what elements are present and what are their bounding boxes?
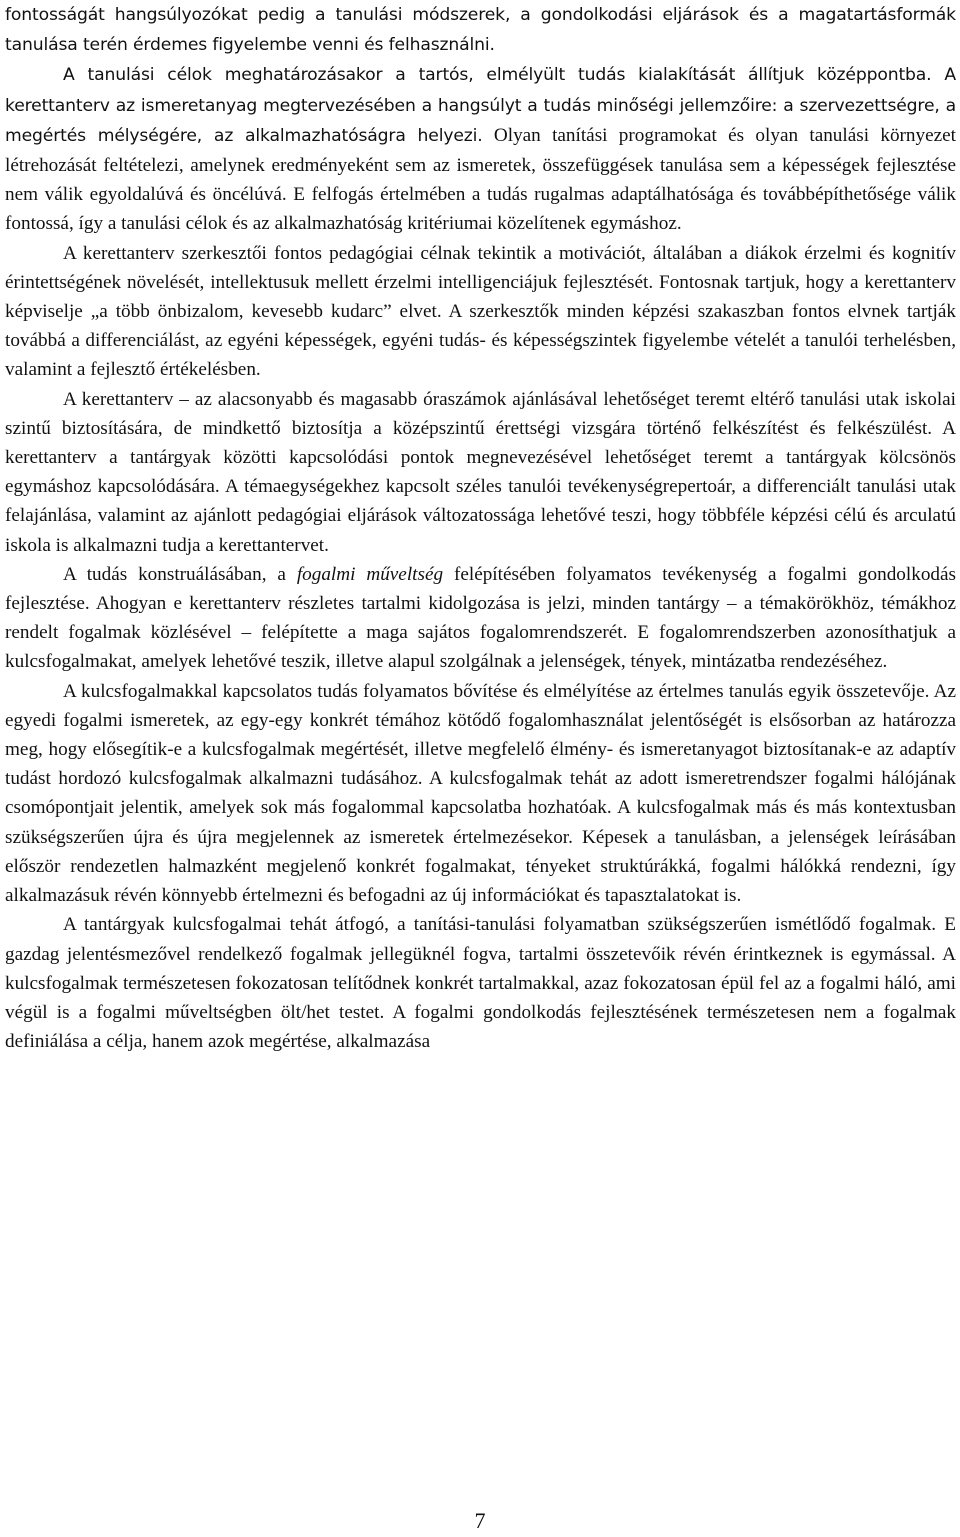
paragraph-text: A kerettanterv szerkesztői fontos pedagógiai célnak tekintik a motivációt, általában a diákok érzelmi és kognitív érintettségének növelését, intellektusuk mellett érzelmi intelligenciájuk fejlesztését. Fontosnak tartjuk, hogy a kerettanterv képviselje „a több önbizalom, kevesebb kudarc” elvet. A szerkesztők minden képzési szakaszban fontos elvnek tartják továbbá a differenciálást, az egyéni képességek, egyéni tudás- és képességszintek figyelembe vételét a tanulói terhelésben, valamint a fejlesztő értékelésben. xyxy=(5,242,956,381)
paragraph-6 xyxy=(5,677,956,911)
paragraph-text: A tanulási célok meghatározásakor a tartós, elmélyült tudás kialakítását állítjuk középpontba. A kerettanterv az ismeretanyag megtervezésében a hangsúlyt a tudás minőségi jellemzőire: a szervezettségre, a megértés mélységére, az alkalmazhatóságra helyezi. xyxy=(5,65,956,146)
paragraph-text: felépítésében folyamatos tevékenység a fogalmi gondolkodás fejlesztése. Ahogyan e kerettanterv részletes tartalmi kidolgozása is jelzi, minden tantárgy – a témakörökhöz, témákhoz rendelt fogalmak közlésével – felépítette a maga sajátos fogalomrendszerét. E fogalomrendszerben azonosíthatjuk a kulcsfogalmakat, amelyek lehetővé teszik, illetve alapul szolgálnak a jelenségek, tények, mintázatba rendezéséhez. xyxy=(5,563,956,673)
paragraph-text: A tudás konstruálásában, a xyxy=(63,563,297,585)
paragraph-text: A kulcsfogalmakkal kapcsolatos tudás folyamatos bővítése és elmélyítése az értelmes tanulás egyik összetevője. Az egyedi fogalmi ismeretek, az egy-egy konkrét témához kötődő fogalomhasználat jelentőségét is elsősorban az határozza meg, hogy elősegítik-e a kulcsfogalmak megértését, illetve megfelelő élmény- és ismeretanyagot biztosítanak-e az adaptív tudást hordozó kulcsfogalmak alkalmazni tudásához. A kulcsfogalmak tehát az adott ismeretrendszer fogalmi hálójának csomópontjait jelentik, amelyek sok más fogalommal kapcsolatba hozhatóak. A kulcsfogalmak más és más kontextusban szükségszerűen újra és újra megjelennek az ismeretek értelmezésekor. Képesek a tanulásban, a jelenségek leírásában először rendezetlen halmazként megjelenő konkrét fogalmakat, tényeket struktúrákká, fogalmi hálókká rendezni, így alkalmazásuk révén könnyebb értelmezni és befogadni az új információkat és tapasztalatokat is. xyxy=(5,680,956,907)
paragraph-5 xyxy=(5,560,956,677)
emphasized-term: fogalmi műveltség xyxy=(296,563,444,585)
document-body xyxy=(5,0,956,1056)
paragraph-text: A kerettanterv – az alacsonyabb és magasabb óraszámok ajánlásával lehetőséget teremt eltérő tanulási utak iskolai szintű biztosítására, de mindkettő biztosítja a középszintű érettségi vizsgára történő felkészítést és felkészülést. A kerettanterv a tantárgyak közötti kapcsolódási pontok megnevezésével lehetőséget teremt a tantárgyak kölcsönös egymáshoz kapcsolódására. A témaegységekhez kapcsolt széles tanulói tevékenységrepertoár, a differenciált tanulási utak felajánlása, valamint az ajánlott pedagógiai eljárások változatossága lehetővé teszi, hogy többféle képzési célú és arculatú iskola is alkalmazni tudja a kerettantervet. xyxy=(5,388,956,556)
paragraph-7 xyxy=(5,910,956,1056)
paragraph-4 xyxy=(5,385,956,560)
paragraph-text: fontosságát hangsúlyozókat pedig a tanulási módszerek, a gondolkodási eljárások és a magatartásformák tanulása terén érdemes figyelembe venni és felhasználni. xyxy=(5,5,956,56)
paragraph-text: Olyan tanítási programokat és olyan tanulási környezet létrehozását feltételezi, amelynek eredményeként sem az ismeretek, összefüggések tanulása sem a képességek fejlesztése nem válik egyoldalúvá és öncélúvá. xyxy=(5,124,956,206)
paragraph-text: E felfogás értelmében a tudás rugalmas adaptálhatósága és továbbépíthetősége válik fontossá, így a tanulási célok és az alkalmazhatóság kritériumai közelítenek egymáshoz. xyxy=(5,184,956,235)
paragraph-3 xyxy=(5,239,956,385)
page-number: 7 xyxy=(474,1508,486,1533)
paragraph-1 xyxy=(5,0,956,60)
paragraph-2 xyxy=(5,60,956,238)
paragraph-text: A tantárgyak kulcsfogalmai tehát átfogó, a tanítási-tanulási folyamatban szükségszerűen ismétlődő fogalmak. E gazdag jelentésmezővel rendelkező fogalmak jellegüknél fogva, tartalmi összetevőik révén érintkeznek is egymással. A kulcsfogalmak természetesen fokozatosan telítődnek konkrét tartalmakkal, azaz fokozatosan épül fel az a fogalmi háló, ami végül is a fogalmi műveltségben ölt/het testet. A fogalmi gondolkodás fejlesztésének természetesen nem a fogalmak definiálása a célja, hanem azok megértése, alkalmazása xyxy=(5,914,956,1053)
